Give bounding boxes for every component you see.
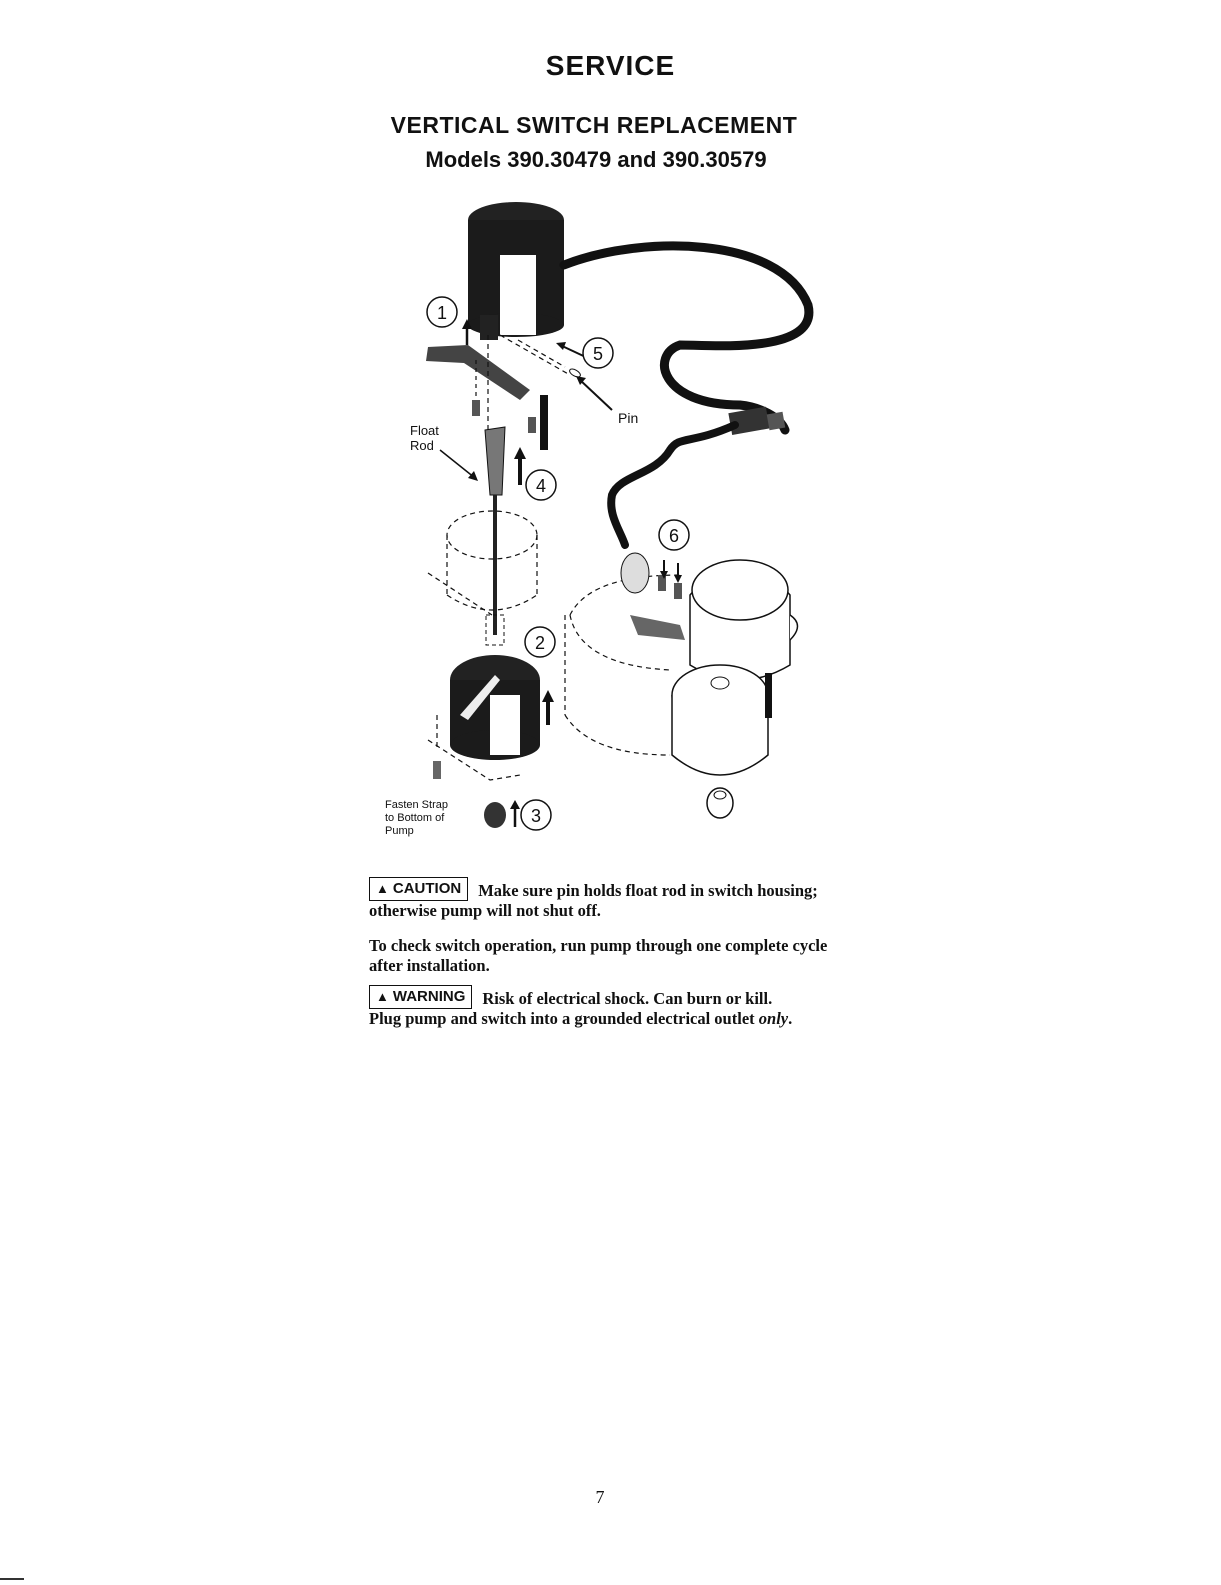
screw <box>528 417 536 433</box>
rubber-plug <box>484 802 506 828</box>
check-paragraph: To check switch operation, run pump through one complete cycle after installation. <box>369 936 828 975</box>
strap-label-1: Fasten Strap <box>385 799 448 811</box>
float-rod-label-1: Float <box>410 423 439 438</box>
callout-3: 3 <box>530 806 542 826</box>
page-number: 7 <box>595 1487 605 1507</box>
section-heading: VERTICAL SWITCH REPLACEMENT <box>390 112 798 138</box>
page-title: SERVICE <box>545 50 676 81</box>
emphasis-only: only <box>758 1009 789 1028</box>
screw <box>433 761 441 779</box>
screw <box>472 400 480 416</box>
float-cap <box>450 655 540 760</box>
switch-strap <box>426 345 530 400</box>
models-heading: Models 390.30479 and 390.30579 <box>425 147 767 172</box>
switch-replacement-diagram <box>380 195 850 865</box>
piggyback-plug <box>728 407 785 435</box>
pin-label: Pin <box>618 410 639 426</box>
float-rod <box>485 427 505 635</box>
warning-badge: ▲ WARNING <box>369 985 472 1009</box>
strap-label-3: Pump <box>385 825 414 837</box>
float-rod-label-2: Rod <box>410 438 434 453</box>
scan-mark <box>0 1578 24 1580</box>
callout-5: 5 <box>592 344 604 364</box>
caution-badge: ▲ CAUTION <box>369 877 468 901</box>
warning-paragraph: ▲ WARNING Risk of electrical shock. Can burn or kill. Plug pump and switch into a grounded electrical outlet only. <box>369 985 841 1029</box>
callout-2: 2 <box>534 633 546 653</box>
switch-lead <box>540 395 548 450</box>
cord-grommet <box>621 553 649 593</box>
switch-housing <box>468 202 564 340</box>
switch-assembly-upper <box>690 560 798 680</box>
screw <box>674 583 682 599</box>
float-outline <box>428 511 537 615</box>
mounting-plate <box>630 615 685 640</box>
callout-6: 6 <box>668 526 680 546</box>
callout-4: 4 <box>535 476 547 496</box>
callout-1: 1 <box>436 303 448 323</box>
warning-triangle-icon: ▲ <box>376 881 389 896</box>
warning-triangle-icon: ▲ <box>376 989 389 1004</box>
switch-assembly-lower <box>672 665 772 818</box>
strap-label-2: to Bottom of <box>385 812 445 824</box>
caution-paragraph: ▲ CAUTION Make sure pin holds float rod in switch housing; otherwise pump will not shut off. <box>369 877 841 921</box>
pump-outline <box>565 575 680 755</box>
